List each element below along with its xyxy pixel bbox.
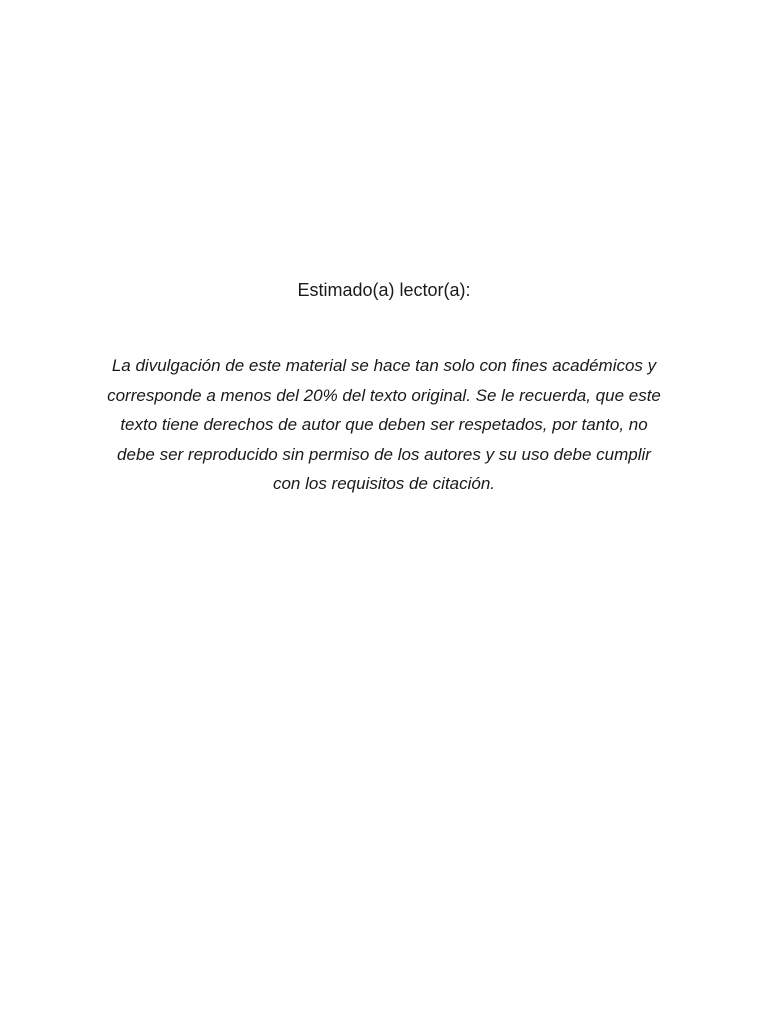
copyright-notice-paragraph: La divulgación de este material se hace tan solo con fines académicos y corresponde a menos del 20% del texto original. Se le recuerda, que este texto tiene derechos de autor que deben ser respetados, por tanto, no debe ser reproducido sin permiso de los autores y su uso debe cumplir con los requisitos de citación.: [107, 356, 661, 493]
salutation-heading: Estimado(a) lector(a):: [297, 280, 471, 300]
